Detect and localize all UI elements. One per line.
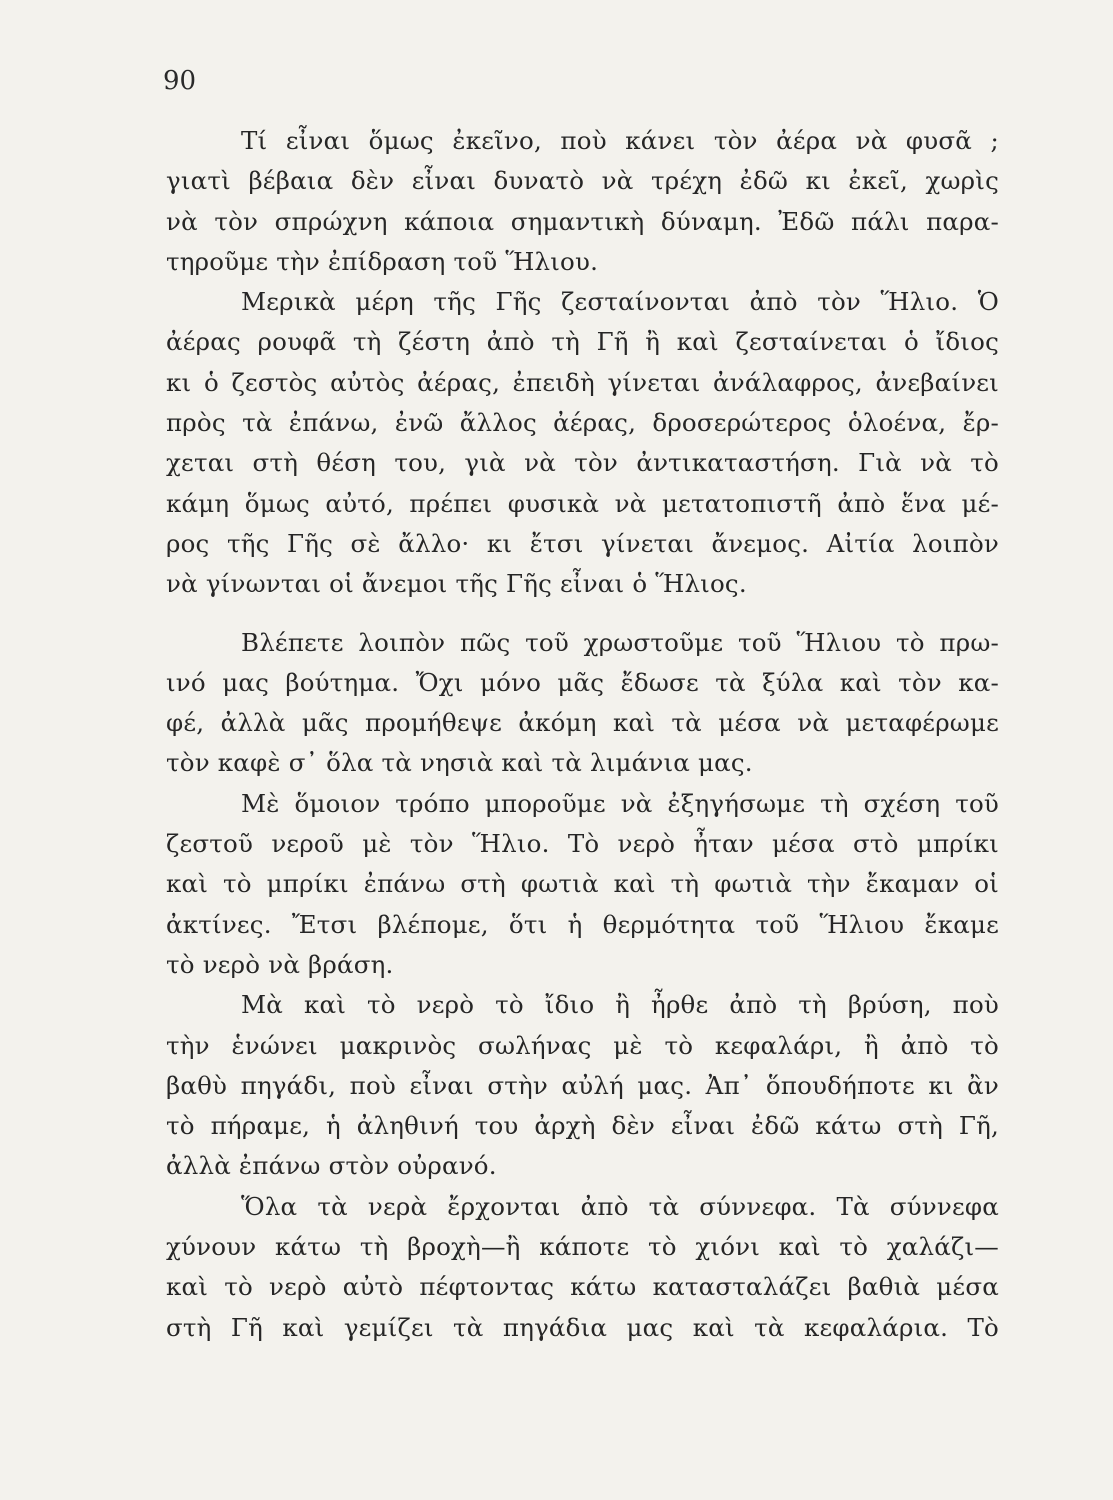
text-line: βαθὺ πηγάδι, ποὺ εἶναι στὴν αὐλή μας. Ἀπ᾽ ὅπουδήποτε κι ἂν	[166, 1070, 999, 1100]
paragraph	[166, 1187, 999, 1348]
text-line: ινό μας βούτημα. Ὄχι μόνο μᾶς ἔδωσε τὰ ξύλα καὶ τὸν κα-	[166, 667, 999, 697]
text-line: Ὅλα τὰ νερὰ ἔρχονται ἀπὸ τὰ σύννεφα. Τὰ σύννεφα	[241, 1191, 999, 1221]
text-line: Τί εἶναι ὅμως ἐκεῖνο, ποὺ κάνει τὸν ἀέρα νὰ φυσᾶ ;	[241, 126, 999, 155]
text-line: τηροῦμε τὴν ἐπίδραση τοῦ Ἥλιου.	[166, 246, 599, 276]
text-line: τὸ νερὸ νὰ βράση.	[166, 949, 394, 979]
text-line: κάμη ὅμως αὐτό, πρέπει φυσικὰ νὰ μετατοπιστῆ ἀπὸ ἕνα μέ-	[166, 488, 999, 518]
text-line: κι ὁ ζεστὸς αὐτὸς ἀέρας, ἐπειδὴ γίνεται ἀνάλαφρος, ἀνεβαίνει	[166, 367, 999, 397]
text-line: Μὲ ὅμοιον τρόπο μποροῦμε νὰ ἐξηγήσωμε τὴ σχέση τοῦ	[241, 788, 999, 818]
paragraph	[166, 784, 999, 985]
text-line: Μερικὰ μέρη τῆς Γῆς ζεσταίνονται ἀπὸ τὸν Ἥλιο. Ὁ	[241, 287, 999, 317]
text-line: τὸ πήραμε, ἡ ἀληθινή του ἀρχὴ δὲν εἶναι ἐδῶ κάτω στὴ Γῆ,	[166, 1111, 999, 1141]
text-line: ἀκτίνες. Ἔτσι βλέπομε, ὅτι ἡ θερμότητα τοῦ Ἥλιου ἔκαμε	[166, 909, 999, 939]
text-line: Βλέπετε λοιπὸν πῶς τοῦ χρωστοῦμε τοῦ Ἥλιου τὸ πρω-	[241, 627, 999, 657]
text-line: φέ, ἀλλὰ μᾶς προμήθεψε ἀκόμη καὶ τὰ μέσα νὰ μεταφέρωμε	[166, 708, 999, 738]
paragraph	[166, 282, 999, 604]
text-line: νὰ γίνωνται οἱ ἄνεμοι τῆς Γῆς εἶναι ὁ Ἥλιος.	[166, 569, 747, 599]
text-line: καὶ τὸ μπρίκι ἐπάνω στὴ φωτιὰ καὶ τὴ φωτιὰ τὴν ἔκαμαν οἱ	[166, 869, 999, 899]
text-line: πρὸς τὰ ἐπάνω, ἐνῶ ἄλλος ἀέρας, δροσερώτερος ὁλοένα, ἔρ-	[166, 408, 999, 438]
text-line: χεται στὴ θέση του, γιὰ νὰ τὸν ἀντικαταστήση. Γιὰ νὰ τὸ	[166, 448, 999, 478]
text-line: γιατὶ βέβαια δὲν εἶναι δυνατὸ νὰ τρέχη ἐδῶ κι ἐκεῖ, χωρὶς	[166, 166, 999, 196]
text-line: καὶ τὸ νερὸ αὐτὸ πέφτοντας κάτω κατασταλάζει βαθιὰ μέσα	[166, 1272, 999, 1302]
text-line: στὴ Γῆ καὶ γεμίζει τὰ πηγάδια μας καὶ τὰ κεφαλάρια. Τὸ	[166, 1312, 999, 1342]
paragraph	[166, 623, 999, 784]
text-line: ἀέρας ρουφᾶ τὴ ζέστη ἀπὸ τὴ Γῆ ἢ καὶ ζεσταίνεται ὁ ἴδιος	[166, 327, 999, 357]
paragraph	[166, 985, 999, 1186]
text-line: νὰ τὸν σπρώχνη κάποια σημαντικὴ δύναμη. Ἐδῶ πάλι παρα-	[166, 206, 999, 236]
paragraph	[166, 121, 999, 282]
text-line: τὴν ἑνώνει μακρινὸς σωλήνας μὲ τὸ κεφαλάρι, ἢ ἀπὸ τὸ	[166, 1030, 999, 1060]
body-text	[166, 121, 999, 1348]
text-line: χύνουν κάτω τὴ βροχὴ—ἢ κάποτε τὸ χιόνι καὶ τὸ χαλάζι—	[166, 1232, 999, 1262]
text-line: τὸν καφὲ σ᾽ ὅλα τὰ νησιὰ καὶ τὰ λιμάνια μας.	[166, 748, 753, 778]
page-number: 90	[163, 66, 197, 96]
text-line: ἀλλὰ ἐπάνω στὸν οὐρανό.	[166, 1151, 497, 1181]
text-line: ζεστοῦ νεροῦ μὲ τὸν Ἥλιο. Τὸ νερὸ ἦταν μέσα στὸ μπρίκι	[166, 829, 999, 859]
text-line: Μὰ καὶ τὸ νερὸ τὸ ἴδιο ἢ ἦρθε ἀπὸ τὴ βρύση, ποὺ	[241, 990, 999, 1020]
text-line: ρος τῆς Γῆς σὲ ἄλλο· κι ἔτσι γίνεται ἄνεμος. Αἰτία λοιπὸν	[166, 528, 999, 558]
